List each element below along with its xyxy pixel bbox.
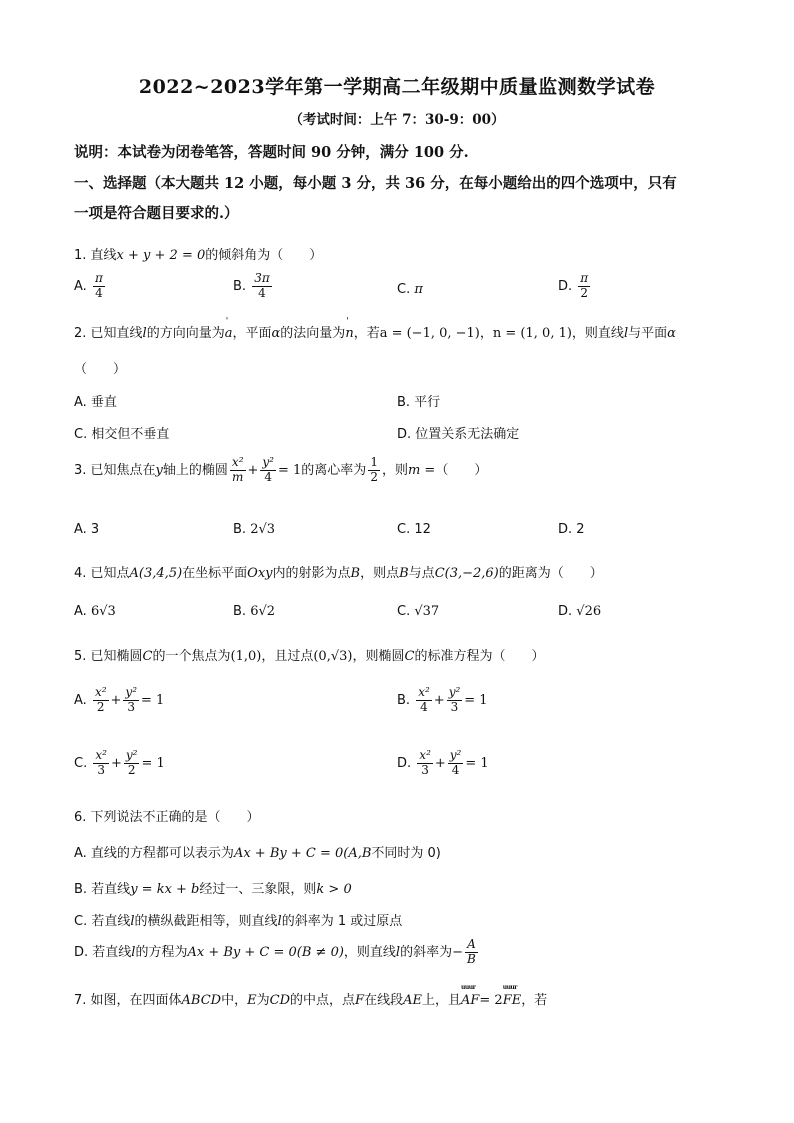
q2-option-b: B. 平行 [397,395,441,410]
q1-equation: x + y + 2 = 0 [116,248,206,263]
q4-option-a: A. 6√3 [74,604,116,619]
q2-option-a: A. 垂直 [74,395,117,410]
q5-option-a: A. $\frac{\text{x²}}{2}$ + $\frac{\text{y²}}{3}$ = 1 [74,685,165,714]
q6-option-d: D. 若直线l的方程为Ax + By + C = 0(B ≠ 0)，则直线l的斜率为− $\frac{A}{B}$ [74,937,476,966]
question-6: 6. 下列说法不正确的是（ ） [74,810,260,825]
section-heading-line1: 一、选择题（本大题共 12 小题，每小题 3 分，共 36 分，在每小题给出的四个选项中，只有 [74,175,677,192]
q4-option-d: D. √26 [558,604,602,619]
q6-option-c: C. 若直线l的横纵截距相等，则直线l的斜率为 1 或过原点 [74,914,403,929]
q6-option-a: A. 直线的方程都可以表示为Ax + By + C = 0(A,B不同时为 0) [74,846,441,861]
q1-option-c-label: C. [397,282,411,297]
question-4: 4. 已知点A(3,4,5)在坐标平面Oxy内的射影为点B，则点B与点C(3,−2,6)的距离为（ ） [74,566,603,581]
q5-option-b: B. $\frac{\text{x²}}{4}$ + $\frac{\text{y²}}{3}$ = 1 [397,685,488,714]
q1-option-c [397,282,423,297]
q3-option-a: A. 3 [74,522,100,537]
exam-time: （考试时间：上午 7：30-9：00） [289,112,505,128]
page-title: 2022~2023学年第一学期高二年级期中质量监测数学试卷 [138,76,656,98]
q1-option-d-label: D. [558,278,573,294]
q5-option-d: D. $\frac{\text{x²}}{3}$ + $\frac{\text{y²}}{4}$ = 1 [397,748,489,777]
q2-answer-paren: （ ） [74,362,127,377]
q4-option-b: B. 6√2 [233,604,276,619]
q3-option-c: C. 12 [397,522,431,537]
q5-option-c: C. $\frac{\text{x²}}{3}$ + $\frac{\text{y²}}{2}$ = 1 [74,748,165,777]
question-5: 5. 已知椭圆C的一个焦点为(1,0)，且过点(0,√3)，则椭圆C的标准方程为（ ） [74,649,545,664]
q1-option-c-value: π [414,282,423,297]
q1-option-b-label: B. [233,278,247,294]
q1-option-a-value: $\frac{\pi}{4}$ [94,271,103,300]
question-3: 3. 已知焦点在y轴上的椭圆 $\frac{\text{x²}}{m}$ + $\frac{\text{y²}}{4}$ = 1的离心率为 $\frac{1}{2}$ ，则m =（ ） [74,455,488,484]
question-7: 7. 如图，在四面体ABCD中，E为CD的中点，点F在线段AE上，且uuur AF= 2uuur FE，若 [74,989,547,1008]
q1-option-b-value: $\frac{3\pi}{4}$ [254,271,270,300]
q1-text-post: 的倾斜角为（ ） [205,248,323,263]
q4-option-c: C. √37 [397,604,440,619]
question-2: 2. 已知直线l的方向向量为' a，平面α的法向量为' n，若a = (−1, 0, −1)，n = (1, 0, 1)，则直线l与平面α [74,322,676,341]
q2-option-c: C. 相交但不垂直 [74,427,170,442]
q1-option-d [558,272,592,301]
q3-option-b: B. 2√3 [233,522,276,537]
q1-option-d-value: $\frac{\pi}{2}$ [580,271,589,300]
q6-option-b: B. 若直线y = kx + b经过一、三象限，则k > 0 [74,882,352,897]
section-heading-line2: 一项是符合题目要求的.） [74,205,239,222]
q1-option-a [74,272,107,301]
q1-text-pre: 1. 直线 [74,248,117,263]
instructions: 说明：本试卷为闭卷笔答，答题时间 90 分钟，满分 100 分. [74,144,469,161]
question-1 [74,244,322,263]
q3-option-d: D. 2 [558,522,585,537]
q1-option-b [233,272,274,301]
q2-option-d: D. 位置关系无法确定 [397,427,520,442]
q1-option-a-label: A. [74,278,87,294]
